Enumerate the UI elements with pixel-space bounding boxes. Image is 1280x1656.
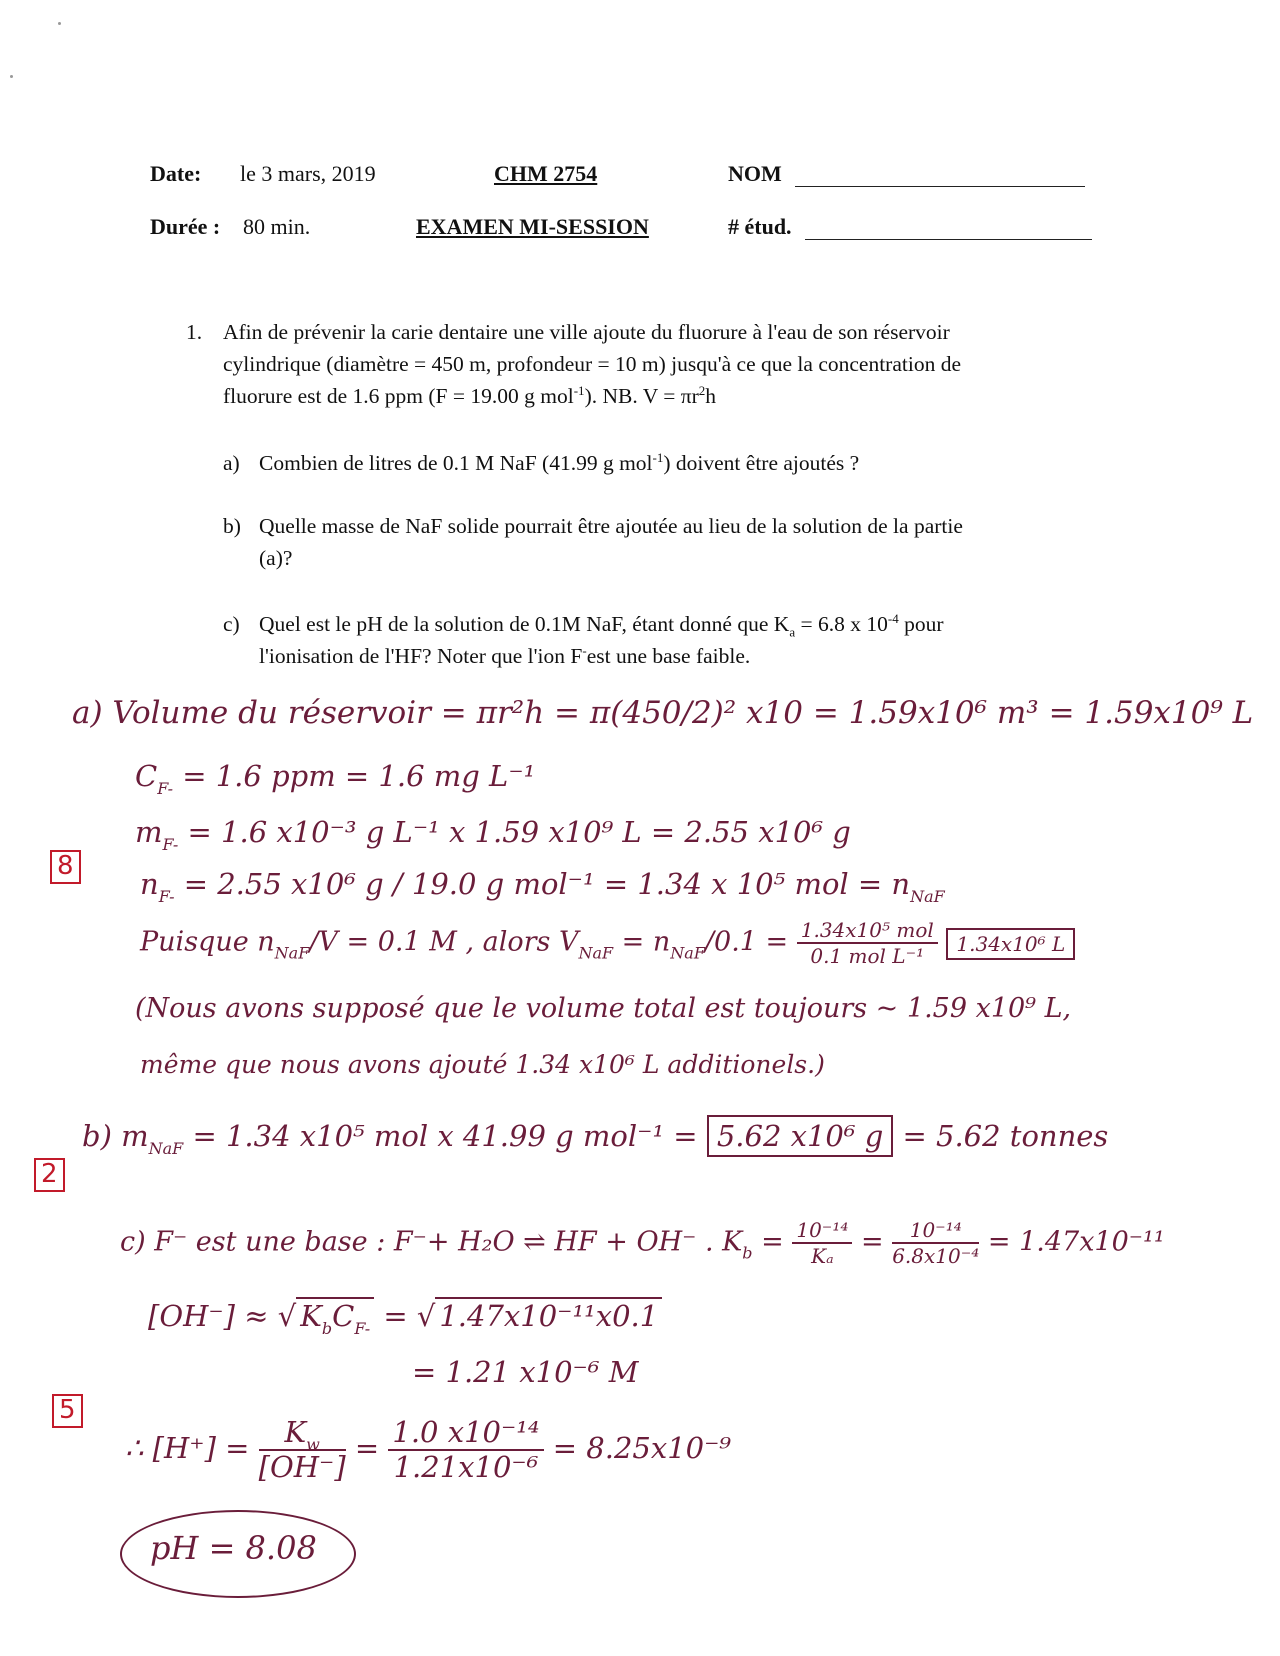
part-c-label: c)	[223, 612, 240, 636]
part-a-label: a)	[223, 451, 240, 475]
answer-c-line1: c) F⁻ est une base : F⁻+ H₂O ⇌ HF + OH⁻ . $K_b$ = $\frac{\text{10⁻¹⁴}}{\text{Kₐ}}$ = $\frac{\text{10⁻¹⁴}}{\text{6.8x10⁻⁴}}$ = 1.47x10⁻¹¹	[120, 1218, 1165, 1268]
date-label: Date:	[150, 161, 202, 186]
grade-a: 8	[50, 850, 81, 884]
duration-label: Durée :	[150, 214, 221, 239]
part-c-text: Quel est le pH de la solution de 0.1M NaF, étant donné que $K_a = 6.8$ x $10^{-4}$ pour l'ionisation de l'HF? Noter que l'ion F-est une base faible.	[259, 610, 944, 668]
question-number: 1.	[186, 320, 203, 344]
grade-c: 5	[52, 1394, 83, 1428]
answer-c-line4: ∴ [H⁺] = $\frac{K_w}{[OH^-]}$ = $\frac{\text{1.0 x10⁻¹⁴}}{\text{1.21x10⁻⁶}}$ = 8.25x10⁻⁹	[125, 1415, 732, 1484]
answer-a-line7: même que nous avons ajouté 1.34 x10⁶ L additionels.)	[140, 1050, 825, 1079]
name-label: NOM	[728, 161, 782, 186]
student-id-label: # étud.	[728, 214, 792, 239]
question-statement: Afin de prévenir la carie dentaire une ville ajoute du fluorure à l'eau de son réservoir cylindrique (diamètre = 450 m, profondeur = 10 m) jusqu'à ce que la concentration de fluorure est de 1.6 ppm (F = 19.00 g mol$^{-1}$). NB. $V = \pi r^2h$	[223, 320, 961, 408]
duration-value: 80 min.	[243, 214, 311, 239]
answer-c-line3: = 1.21 x10⁻⁶ M	[412, 1355, 639, 1389]
part-b-label: b)	[223, 514, 241, 538]
student-id-line	[805, 239, 1092, 240]
exam-title: EXAMEN MI-SESSION	[416, 214, 649, 239]
answer-a-line4: $n_{F-} = 2.55$ x10⁶ g / 19.0 g mol⁻¹ = 1.34 x 10⁵ mol = $n_{NaF}$	[140, 867, 945, 906]
answer-a-line5: Puisque $n_{NaF}/V = 0.1$ M , alors $V_{NaF} = n_{NaF}/0.1$ = $\frac{\text{1.34x10⁵ mol}}{\text{0.1 mol L⁻¹}}$ 1.34x10⁶ L	[140, 920, 1075, 966]
answer-a-line2: $C_{F-} = 1.6$ ppm = 1.6 mg L⁻¹	[135, 759, 536, 798]
answer-ph-final: pH = 8.08	[150, 1529, 317, 1567]
answer-b-result: 5.62 x10⁶ g	[707, 1115, 893, 1157]
date-value: le 3 mars, 2019	[240, 161, 376, 186]
part-b-text: Quelle masse de NaF solide pourrait être ajoutée au lieu de la solution de la partie (a)?	[259, 514, 963, 570]
course-code: CHM 2754	[494, 161, 598, 186]
answer-a-line3: $m_{F-} = 1.6$ x10⁻³ g L⁻¹ x 1.59 x10⁹ L = 2.55 x10⁶ g	[135, 815, 851, 854]
grade-b: 2	[34, 1158, 65, 1192]
answer-a-line6: (Nous avons supposé que le volume total est toujours ~ 1.59 x10⁹ L,	[135, 993, 1072, 1024]
answer-b-line: b) $m_{NaF} = 1.34$ x10⁵ mol x 41.99 g mol⁻¹ = 5.62 x10⁶ g = 5.62 tonnes	[82, 1122, 1108, 1151]
answer-a-result: 1.34x10⁶ L	[946, 928, 1075, 960]
answer-c-line2: [OH⁻] ≈ √ $K_bC_{F-}$ = √ 1.47x10⁻¹¹x0.1	[148, 1302, 662, 1331]
part-a-text: Combien de litres de 0.1 M NaF (41.99 g mol$^{-1}$) doivent être ajoutés ?	[259, 449, 860, 475]
name-line	[795, 186, 1085, 187]
answer-a-line1: a) Volume du réservoir = πr²h = π(450/2)² x10 = 1.59x10⁶ m³ = 1.59x10⁹ L	[72, 695, 1254, 731]
